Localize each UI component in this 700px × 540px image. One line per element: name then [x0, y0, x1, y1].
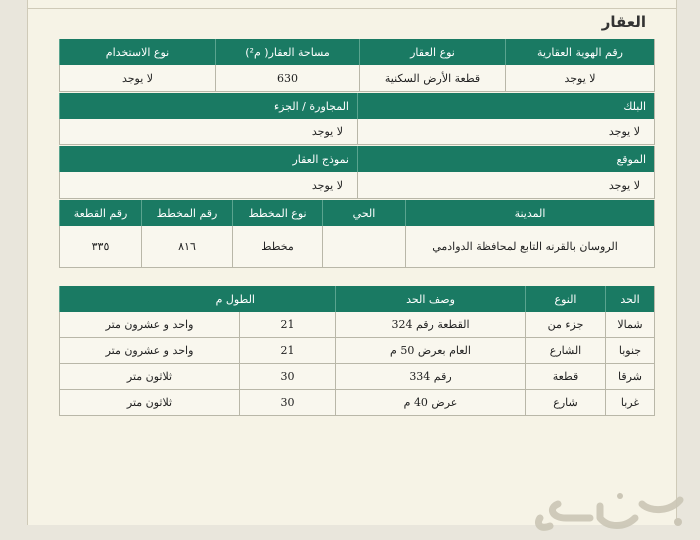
table-row-east-boundary: شرقا [605, 364, 655, 390]
table-row-west-length: 30 [239, 390, 335, 416]
table-row-south-boundary: جنوبا [605, 338, 655, 364]
haraj-logo-icon [530, 488, 700, 536]
table-row-south-type: الشارع [525, 338, 605, 364]
table-row-north-description: القطعة رقم 324 [335, 312, 525, 338]
header-property-model: نموذج العقار [59, 146, 357, 172]
header-boundary-description: وصف الحد [335, 286, 525, 312]
header-length: الطول م [59, 286, 335, 312]
cell-usage-type: لا يوجد [59, 65, 215, 92]
table-row-east-type: قطعة [525, 364, 605, 390]
table-row-south-length: 21 [239, 338, 335, 364]
header-property-area: مساحة العقار( م²) [215, 39, 359, 65]
header-plot-number: رقم القطعة [59, 200, 141, 226]
table-row-north-boundary: شمالا [605, 312, 655, 338]
cell-property-type: قطعة الأرض السكنية [359, 65, 505, 92]
cell-property-id: لا يوجد [505, 65, 655, 92]
header-block: البلك [357, 93, 655, 119]
cell-block: لا يوجد [357, 119, 655, 145]
table-row-north-length: 21 [239, 312, 335, 338]
divider [28, 8, 676, 9]
cell-property-model: لا يوجد [59, 172, 357, 199]
table-row-south-description: العام بعرض 50 م [335, 338, 525, 364]
cell-city: الروسان بالقرنه التابع لمحافظة الدوادمي [405, 226, 655, 268]
header-usage-type: نوع الاستخدام [59, 39, 215, 65]
cell-plot-number: ٣٣٥ [59, 226, 141, 268]
header-plan-number: رقم المخطط [141, 200, 232, 226]
table-row-north-type: جزء من [525, 312, 605, 338]
header-district: الحي [322, 200, 405, 226]
header-boundary: الحد [605, 286, 655, 312]
table-row-west-type: شارع [525, 390, 605, 416]
cell-plan-type: مخطط [232, 226, 322, 268]
cell-location: لا يوجد [357, 172, 655, 199]
property-info-table [59, 39, 655, 92]
cell-property-area: 630 [215, 65, 359, 92]
header-location: الموقع [357, 146, 655, 172]
cell-plan-number: ٨١٦ [141, 226, 232, 268]
cell-neighborhood: لا يوجد [59, 119, 357, 145]
block-table [59, 93, 655, 145]
document-page [27, 0, 677, 525]
table-row-east-description: رقم 334 [335, 364, 525, 390]
boundaries-table [59, 286, 655, 416]
header-neighborhood: المجاورة / الجزء [59, 93, 357, 119]
plan-table [59, 200, 655, 268]
section-title: العقار [601, 13, 646, 31]
header-boundary-type: النوع [525, 286, 605, 312]
table-row-north-length-words: واحد و عشرون متر [59, 312, 239, 338]
header-property-type: نوع العقار [359, 39, 505, 65]
table-row-west-boundary: غربا [605, 390, 655, 416]
table-row-west-length-words: ثلاثون متر [59, 390, 239, 416]
table-row-east-length-words: ثلاثون متر [59, 364, 239, 390]
header-city: المدينة [405, 200, 655, 226]
table-row-east-length: 30 [239, 364, 335, 390]
header-property-id: رقم الهوية العقارية [505, 39, 655, 65]
header-plan-type: نوع المخطط [232, 200, 322, 226]
location-table [59, 146, 655, 199]
table-row-south-length-words: واحد و عشرون متر [59, 338, 239, 364]
cell-district [322, 226, 405, 268]
table-row-west-description: عرض 40 م [335, 390, 525, 416]
